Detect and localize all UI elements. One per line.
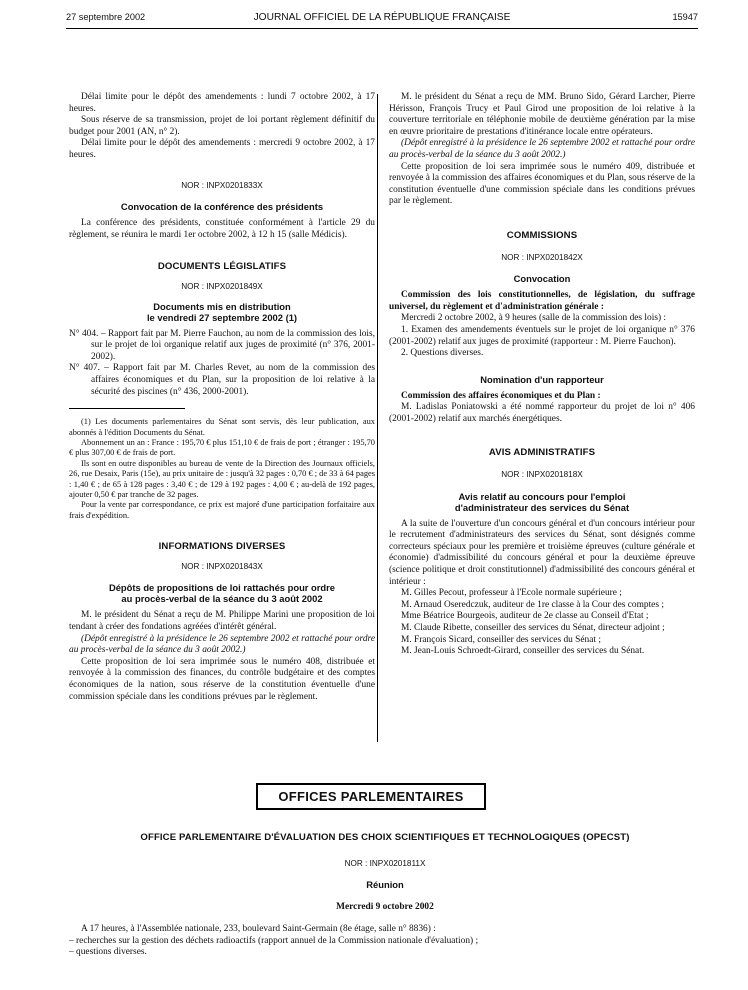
footnote: (1) Les documents parlementaires du Sénat sont servis, dès leur publication, aux abonnés à l'édition Documents du Sénat. (69, 417, 375, 437)
nomination-text: M. Ladislas Poniatowski a été nommé rapporteur du projet de loi n° 406 (2001-2002) relatif aux marchés énergétiques. (389, 402, 695, 424)
nor-reference: NOR : INPX0201842X (501, 252, 583, 262)
section-subtitle: Documents mis en distribution (153, 300, 291, 312)
member-entry: M. Arnaud Oseredczuk, auditeur de 1re classe à la Cour des comptes ; (401, 599, 664, 610)
member-entry: M. François Sicard, conseiller des services du Sénat ; (401, 634, 601, 645)
document-entry: N° 407. – Rapport fait par M. Charles Revet, au nom de la commission des affaires économiques et du Plan, sur la proposition de loi relative à la sécurité des piscines (n° 436, 2000-2001). (69, 363, 375, 397)
avis-text: A la suite de l'ouverture d'un concours général et d'un concours intérieur pour le recrutement d'administrateurs des services du Sénat, sont désignés comme correcteurs spéciaux pour les première et troisième épreuves (culture générale et économie) d'admissibilité du concours général et pour la deuxième épreuve (science politique et droit constitutionnel) d'admissibilité des concours général et intérieur : (389, 518, 695, 587)
section-title: INFORMATIONS DIVERSES (158, 541, 286, 553)
member-entry: M. Jean-Louis Schroedt-Girard, conseiller des services du Sénat. (401, 646, 645, 657)
section-subtitle: d'administrateur des services du Sénat (454, 501, 630, 513)
depot-paragraph: M. le président du Sénat a reçu de M. Philippe Marini une proposition de loi tendant à créer des fondations agréées d'intérêt général. (69, 610, 375, 632)
header-rule (66, 28, 698, 29)
meeting-date: Mercredi 2 octobre 2002, à 9 heures (salle de la commission des lois) : (401, 313, 667, 324)
depot-paragraph: Cette proposition de loi sera imprimée sous le numéro 409, distribuée et renvoyée à la commission des affaires économiques et du Plan, sous réserve de la constitution éventuelle d'une commission spéciale dans les conditions prévues par le règlement. (389, 161, 695, 207)
member-entry: M. Gilles Pecout, professeur à l'Ecole normale supérieure ; (401, 588, 622, 599)
section-subtitle: Réunion (366, 879, 404, 891)
section-title: COMMISSIONS (506, 229, 578, 241)
commission-name: Commission des affaires économiques et du Plan : (401, 390, 601, 401)
intro-paragraph: Délai limite pour le dépôt des amendements : lundi 7 octobre 2002, à 17 heures. (69, 92, 375, 114)
depot-paragraph: Cette proposition de loi sera imprimée sous le numéro 408, distribuée et renvoyée à la commission des finances, du contrôle budgétaire et des comptes économiques de la nation, sous réserve de la constitution éventuelle d'une commission spéciale dans les conditions prévues par le règlement. (69, 656, 375, 702)
footnote: Pour la vente par correspondance, ce prix est majoré d'une participation forfaitaire aux frais d'expédition. (69, 500, 375, 520)
column-divider (377, 94, 378, 742)
nor-reference: NOR : INPX0201811X (344, 858, 426, 868)
document-entry: N° 404. – Rapport fait par M. Pierre Fauchon, au nom de la commission des lois, sur le projet de loi organique relatif aux juges de proximité (n° 376, 2001-2002). (69, 328, 375, 362)
header-date: 27 septembre 2002 (66, 12, 146, 22)
agenda-line: – recherches sur la gestion des déchets radioactifs (rapport annuel de la Commission nationale d'évaluation) ; (69, 935, 479, 946)
section-subtitle: Convocation de la conférence des présidents (120, 201, 324, 213)
member-entry: Mme Béatrice Bourgeois, auditeur de 2e classe au Conseil d'Etat ; (401, 611, 649, 622)
depot-note: (Dépôt enregistré à la présidence le 26 septembre 2002 et rattaché pour ordre au procès-verbal de la séance du 3 août 2002.) (69, 633, 375, 656)
agenda-item: 2. Questions diverses. (401, 348, 484, 359)
depot-note: (Dépôt enregistré à la présidence le 26 septembre 2002 et rattaché pour ordre au procès-verbal de la séance du 3 août 2002.) (389, 138, 695, 160)
section-subtitle: Avis relatif au concours pour l'emploi (458, 490, 626, 502)
depot-paragraph: M. le président du Sénat a reçu de MM. Bruno Sido, Gérard Larcher, Pierre Hérisson, François Trucy et Paul Girod une proposition de loi relative à la couverture territoriale en téléphonie mobile de deuxième génération par la mise en œuvre prioritaire de prestations d'itinérance locale entre opérateurs. (389, 92, 695, 137)
nor-reference: NOR : INPX0201818X (501, 470, 583, 480)
section-subtitle: au procès-verbal de la séance du 3 août 2002 (121, 593, 323, 605)
left-column (69, 92, 375, 703)
section-subtitle: Nomination d'un rapporteur (480, 373, 604, 385)
nor-reference: NOR : INPX0201833X (181, 180, 263, 190)
journal-title: JOURNAL OFFICIEL DE LA RÉPUBLIQUE FRANÇAISE (253, 12, 511, 23)
section-title: DOCUMENTS LÉGISLATIFS (157, 261, 287, 273)
agenda-line: – questions diverses. (69, 947, 147, 958)
convocation-text: La conférence des présidents, constituée conformément à l'article 29 du règlement, se réunira le mardi 1er octobre 2002, à 12 h 15 (salle Médicis). (69, 218, 375, 240)
nor-reference: NOR : INPX0201843X (181, 561, 263, 571)
section-title: AVIS ADMINISTRATIFS (488, 447, 596, 459)
intro-paragraph: Sous réserve de sa transmission, projet de loi portant règlement définitif du budget pour 2001 (AN, n° 2). (69, 115, 375, 137)
section-subtitle: Convocation (513, 273, 571, 285)
intro-paragraph: Délai limite pour le dépôt des amendements : mercredi 9 octobre 2002, à 17 heures. (69, 138, 375, 160)
footnote: Ils sont en outre disponibles au bureau de vente de la Direction des Journaux officiels, 26, rue Desaix, Paris (15e), au prix unitaire de : jusqu'à 32 pages : 0,70 € ; de 33 à 64 pages : 1,40 € ; de 65 à 128 pages : 3,40 € ; de 129 à 192 pages : 4,00 € ; au-delà de 192 pages, ajouter 0,50 € par tranche de 32 pages. (69, 458, 375, 499)
agenda-line: A 17 heures, à l'Assemblée nationale, 233, boulevard Saint-Germain (8e étage, salle n° 8836) : (81, 924, 436, 934)
opecst-section (69, 832, 701, 914)
page-number: 15947 (672, 12, 698, 22)
opecst-agenda (69, 924, 701, 959)
agenda-item: 1. Examen des amendements éventuels sur le projet de loi organique n° 376 (2001-2002) relatif aux juges de proximité (rapporteur : M. Pierre Fauchon). (389, 324, 695, 347)
section-subtitle: le vendredi 27 septembre 2002 (1) (146, 311, 298, 323)
nor-reference: NOR : INPX0201849X (181, 281, 263, 291)
offices-heading-box: OFFICES PARLEMENTAIRES (256, 783, 486, 810)
footnote-rule (69, 408, 185, 409)
section-title: OFFICE PARLEMENTAIRE D'ÉVALUATION DES CHOIX SCIENTIFIQUES ET TECHNOLOGIQUES (OPECST) (140, 832, 630, 843)
page-header (66, 8, 698, 30)
right-column (389, 92, 695, 658)
footnote: Abonnement un an : France : 195,70 € plus 151,10 € de frais de port ; étranger : 195,70 € plus 307,00 € de frais de port. (69, 437, 375, 458)
commission-name: Commission des lois constitutionnelles, de législation, du suffrage universel, du règlement et d'administration générale : (389, 290, 695, 312)
section-subtitle: Dépôts de propositions de loi rattachés pour ordre (108, 582, 336, 594)
member-entry: M. Claude Ribette, conseiller des services du Sénat, directeur adjoint ; (401, 623, 665, 633)
meeting-date: Mercredi 9 octobre 2002 (336, 902, 434, 913)
